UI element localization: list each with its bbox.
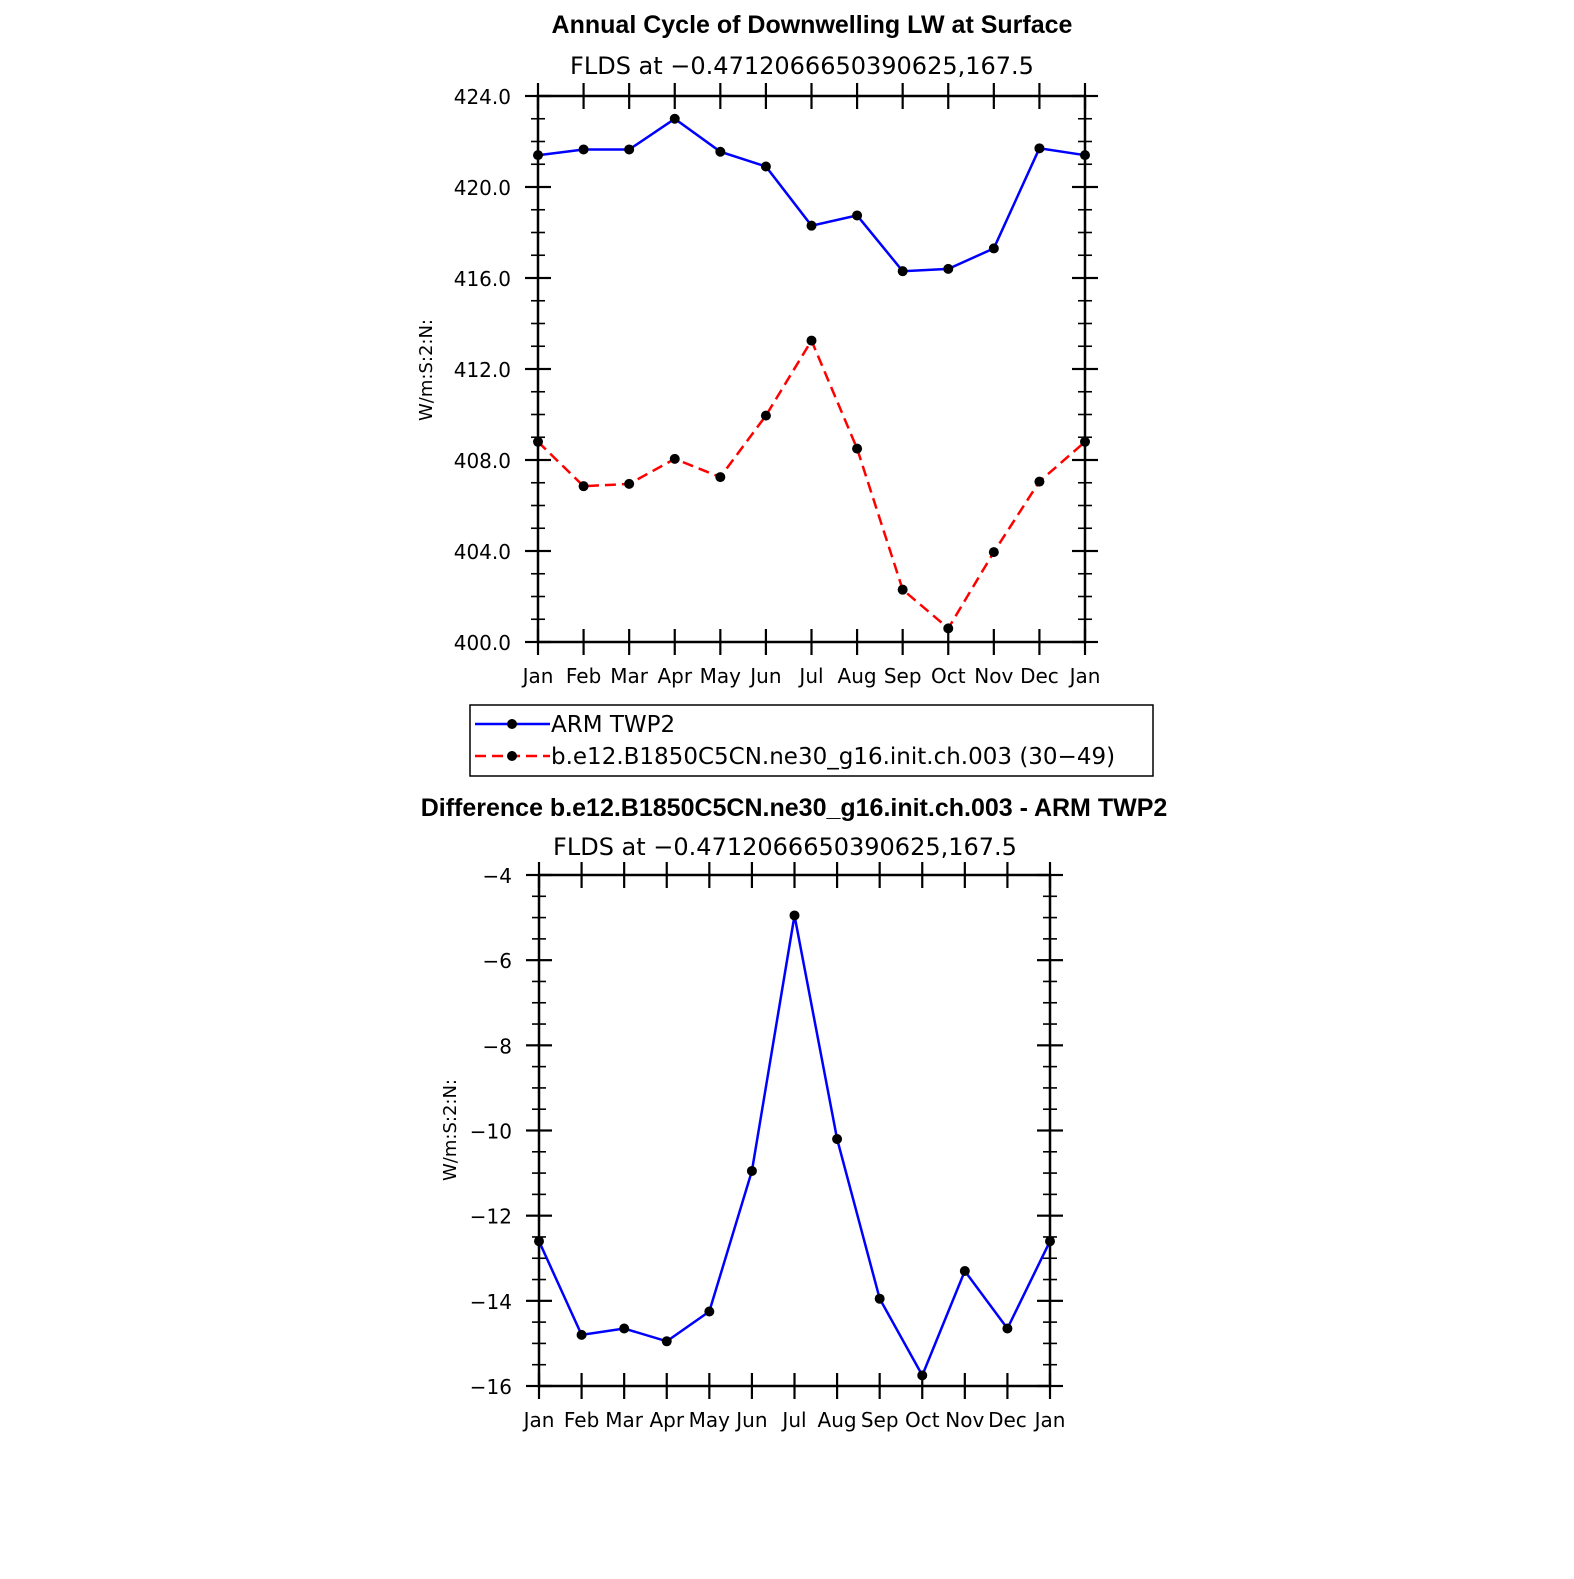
y-tick-label: −8	[482, 1034, 512, 1059]
data-point	[898, 585, 908, 595]
y-tick-label: 400.0	[453, 631, 511, 655]
x-tick-label: Apr	[657, 664, 693, 688]
y-tick-label: 424.0	[453, 85, 511, 109]
y-tick-label: 412.0	[453, 358, 511, 382]
x-tick-label: Nov	[974, 664, 1014, 688]
x-tick-label: Mar	[605, 1408, 644, 1432]
y-tick-label: −10	[469, 1119, 512, 1144]
x-tick-label: Mar	[610, 664, 649, 688]
legend-marker-model	[507, 751, 517, 761]
y-tick-label: 404.0	[453, 540, 511, 564]
data-point	[761, 411, 771, 421]
difference-plot-frame	[539, 875, 1050, 1386]
data-point	[704, 1306, 714, 1316]
data-point	[747, 1166, 757, 1176]
x-tick-label: Nov	[945, 1408, 985, 1432]
x-tick-label: Feb	[563, 1408, 600, 1432]
x-tick-label: Jun	[736, 1408, 768, 1432]
x-tick-label: Jul	[799, 664, 824, 688]
difference-title: Difference b.e12.B1850C5CN.ne30_g16.init.ch.003 - ARM TWP2	[420, 794, 1168, 822]
data-point	[579, 481, 589, 491]
data-point	[943, 264, 953, 274]
legend	[470, 705, 1153, 776]
data-point	[579, 144, 589, 154]
chart-subtitle: FLDS at −0.4712066650390625,167.5	[570, 52, 1034, 80]
legend-label-model: b.e12.B1850C5CN.ne30_g16.init.ch.003 (30−49)	[551, 744, 1116, 770]
x-tick-label: Oct	[904, 1408, 940, 1432]
series-line-0	[539, 916, 1050, 1376]
y-tick-label: −12	[469, 1204, 512, 1229]
difference-series-group	[534, 910, 1055, 1380]
data-point	[715, 472, 725, 482]
data-point	[832, 1134, 842, 1144]
legend-label-obs: ARM TWP2	[551, 712, 676, 738]
data-point	[989, 547, 999, 557]
difference-subtitle: FLDS at −0.4712066650390625,167.5	[553, 833, 1017, 861]
x-tick-label: Aug	[837, 664, 877, 688]
x-tick-label: Apr	[649, 1408, 685, 1432]
data-point	[852, 210, 862, 220]
difference-y-axis-label: W/m:S:2:N:	[440, 1079, 461, 1181]
data-point	[790, 910, 800, 920]
x-tick-label: Jul	[782, 1408, 807, 1432]
data-point	[943, 623, 953, 633]
y-tick-label: 408.0	[453, 449, 511, 473]
x-tick-label: Sep	[860, 1408, 899, 1432]
data-point	[624, 144, 634, 154]
data-point	[619, 1324, 629, 1334]
x-tick-label: Oct	[930, 664, 966, 688]
x-tick-label: Sep	[883, 664, 922, 688]
plot-frame	[538, 96, 1085, 642]
y-tick-label: −4	[482, 864, 512, 888]
data-point	[577, 1330, 587, 1340]
data-point	[807, 336, 817, 346]
x-tick-label: Feb	[565, 664, 602, 688]
data-point	[1002, 1324, 1012, 1334]
annual-cycle-panel	[416, 11, 1100, 688]
axis-ticks	[454, 83, 1101, 688]
x-tick-label: Jan	[522, 664, 554, 688]
x-tick-label: Jan	[523, 1408, 555, 1432]
data-point	[1034, 477, 1044, 487]
x-tick-label: Dec	[1020, 664, 1059, 688]
data-point	[898, 266, 908, 276]
chart-title: Annual Cycle of Downwelling LW at Surface	[551, 11, 1073, 39]
y-tick-label: 416.0	[453, 267, 511, 291]
y-tick-label: −6	[482, 949, 512, 974]
data-point	[917, 1370, 927, 1380]
x-tick-label: Jan	[1034, 1408, 1066, 1432]
x-tick-label: Dec	[988, 1408, 1027, 1432]
data-point	[1034, 143, 1044, 153]
data-point	[761, 162, 771, 172]
data-point	[624, 479, 634, 489]
y-tick-label: −16	[469, 1375, 512, 1399]
data-point	[670, 454, 680, 464]
data-point	[807, 221, 817, 231]
series-line-1	[538, 341, 1085, 629]
y-axis-label: W/m:S:2:N:	[416, 319, 437, 421]
data-point	[875, 1294, 885, 1304]
data-point	[989, 243, 999, 253]
legend-marker-obs	[507, 719, 517, 729]
x-tick-label: May	[688, 1408, 731, 1432]
data-point	[960, 1266, 970, 1276]
x-tick-label: May	[699, 664, 742, 688]
y-tick-label: −14	[469, 1289, 512, 1314]
y-tick-label: 420.0	[453, 176, 511, 200]
data-point	[715, 147, 725, 157]
data-point	[670, 114, 680, 124]
data-point	[662, 1336, 672, 1346]
x-tick-label: Jun	[750, 664, 782, 688]
x-tick-label: Aug	[817, 1408, 857, 1432]
difference-axis-ticks	[470, 862, 1066, 1432]
difference-panel	[421, 794, 1168, 1432]
series-group	[533, 114, 1090, 634]
series-line-0	[538, 119, 1085, 271]
x-tick-label: Jan	[1069, 664, 1101, 688]
data-point	[852, 444, 862, 454]
